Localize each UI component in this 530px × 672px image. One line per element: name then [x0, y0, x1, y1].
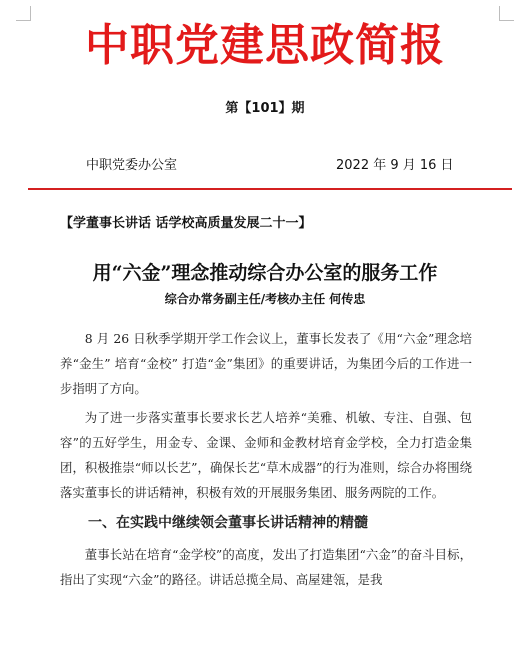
header-divider [28, 188, 512, 190]
publish-date: 2022 年 9 月 16 日 [336, 158, 454, 173]
publisher: 中职党委办公室 [86, 158, 178, 173]
article-body [60, 326, 472, 596]
paragraph: 8 月 26 日秋季学期开学工作会议上，董事长发表了《用“六金”理念培养“金生” 培育“金校” 打造“金”集团》的重要讲话，为集团今后的工作进一步指明了方向。 [60, 331, 472, 396]
article-author: 综合办常务副主任/考核办主任 何传忠 [164, 292, 366, 306]
section-heading: 一、在实践中继续领会董事长讲话精神的精髓 [88, 515, 368, 531]
masthead-title: 中职党建思政简报 [85, 20, 445, 71]
page-corner-mark-left [16, 6, 31, 21]
paragraph: 为了进一步落实董事长要求长艺人培养“美雅、机敏、专注、自强、包容”的五好学生，用金专、金课、金师和金教材培育金学校，全力打造金集团，积极推崇“师以长艺”，确保长艺“草木成器”的行为准则，综合办将围绕落实董事长的讲话精神，积极有效的开展服务集团、服务两院的工作。 [60, 410, 472, 500]
paragraph: 董事长站在培育“金学校”的高度，发出了打造集团“六金”的奋斗目标，指出了实现“六金”的路径。讲话总揽全局、高屋建瓴，是我 [60, 547, 472, 587]
article-title: 用“六金”理念推动综合办公室的服务工作 [92, 262, 438, 284]
issue-number: 第【101】期 [225, 101, 305, 116]
page-corner-mark-right [499, 6, 514, 21]
column-tag: 【学董事长讲话 话学校高质量发展二十一】 [60, 216, 312, 231]
